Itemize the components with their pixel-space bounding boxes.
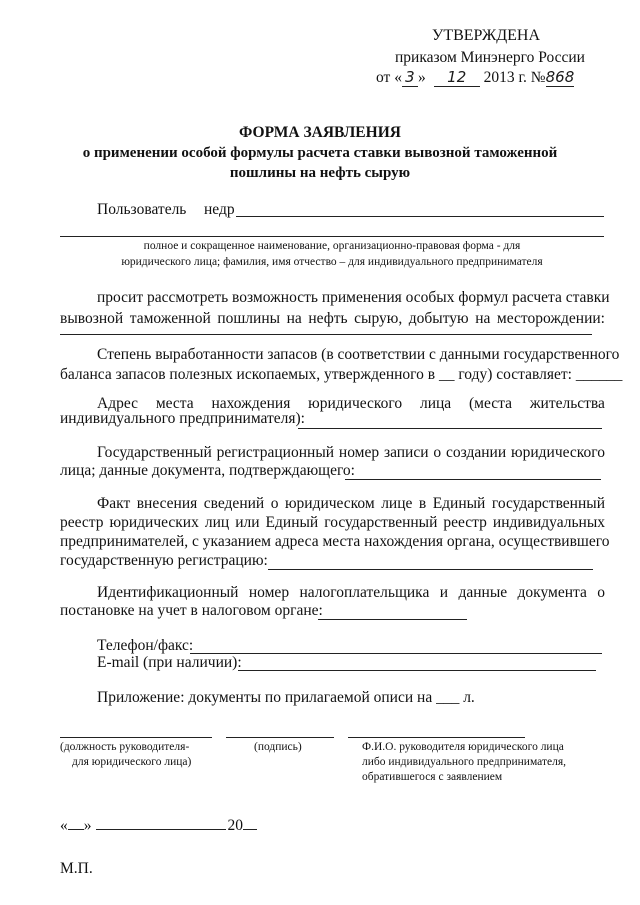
form-title: ФОРМА ЗАЯВЛЕНИЯ <box>239 124 401 141</box>
address-field-line[interactable] <box>298 428 602 429</box>
address-word: места <box>155 395 194 412</box>
request-line2: вывозной таможенной пошлины на нефть сырую, добытую на месторождении: <box>60 310 605 327</box>
user-label-nedr: недр <box>204 201 235 218</box>
name-caption-line3: обратившегося с заявлением <box>362 771 503 783</box>
user-hint-line2: юридического лица; фамилия, имя отчество – для индивидуального предпринимателя <box>121 256 543 268</box>
address-word: Адрес <box>97 395 138 412</box>
address-word: (места <box>469 395 512 412</box>
approval-order-line: приказом Минэнерго России <box>395 49 585 66</box>
name-caption-line1: Ф.И.О. руководителя юридического лица <box>362 741 564 753</box>
approval-year: 2013 г. № <box>483 69 546 86</box>
tax-line1: Идентификационный номер налогоплательщика и данные документа о <box>97 584 605 601</box>
approval-number: 868 <box>545 68 575 86</box>
footer-date <box>60 817 257 835</box>
stamp-label: М.П. <box>60 860 93 877</box>
form-subtitle-line2: пошлины на нефть сырую <box>229 165 411 181</box>
user-hint-line1: полное и сокращенное наименование, организационно-правовая форма - для <box>143 240 521 252</box>
phone-label: Телефон/факс: <box>97 637 194 654</box>
phone-field-line[interactable] <box>190 653 602 654</box>
name-line[interactable] <box>348 737 525 738</box>
approval-month: 12 <box>434 68 480 87</box>
user-name-line-1[interactable] <box>236 216 604 217</box>
footer-date-close: » <box>83 817 92 834</box>
registration-field-line[interactable] <box>345 479 601 480</box>
tax-field-line[interactable] <box>318 619 467 620</box>
registry-line3: предпринимателей, с указанием адреса места нахождения органа, осуществившего <box>60 533 610 550</box>
deposit-line[interactable] <box>60 334 592 335</box>
position-caption-line1: (должность руководителя- <box>60 741 190 753</box>
form-subtitle-line1: о применении особой формулы расчета ставки вывозной таможенной <box>82 145 558 161</box>
footer-year: 20 <box>227 817 243 834</box>
depletion-line1: Степень выработанности запасов (в соответствии с данными государственного <box>97 346 620 363</box>
footer-month-line[interactable] <box>96 829 226 830</box>
address-word: нахождения <box>211 395 291 412</box>
approval-date <box>376 68 574 87</box>
email-field-line[interactable] <box>238 670 596 671</box>
approval-title: УТВЕРЖДЕНА <box>432 27 541 44</box>
position-caption-line2: для юридического лица) <box>72 756 192 768</box>
email-label: E-mail (при наличии): <box>97 654 242 671</box>
position-line[interactable] <box>60 737 212 738</box>
signature-line[interactable] <box>226 737 334 738</box>
registry-field-line[interactable] <box>268 569 593 570</box>
registry-line1: Факт внесения сведений о юридическом лице в Единый государственный <box>97 495 605 512</box>
tax-line2: постановке на учет в налоговом органе: <box>60 602 323 619</box>
user-label: Пользователь <box>97 201 187 218</box>
registration-line1: Государственный регистрационный номер записи о создании юридического <box>97 444 605 461</box>
request-line1: просит рассмотреть возможность применения особых формул расчета ставки <box>97 289 610 306</box>
date-mid: » <box>417 69 426 86</box>
user-name-line-2[interactable] <box>60 236 604 237</box>
address-word: юридического <box>308 395 403 412</box>
name-caption-line2: либо индивидуального предпринимателя, <box>362 756 566 768</box>
registry-line2: реестр юридических лиц или Единый государственный реестр индивидуальных <box>60 514 605 531</box>
date-prefix: от « <box>376 69 402 86</box>
registration-line2: лица; данные документа, подтверждающего: <box>60 462 355 479</box>
address-word: лица <box>419 395 452 412</box>
address-line2: индивидуального предпринимателя): <box>60 410 305 427</box>
attachment-text: Приложение: документы по прилагаемой описи на ___ л. <box>97 689 475 706</box>
depletion-line2: баланса запасов полезных ископаемых, утвержденного в __ году) составляет: ______ <box>60 366 623 383</box>
registry-line4: государственную регистрацию: <box>60 552 268 569</box>
footer-date-open: « <box>60 817 68 834</box>
approval-day: 3 <box>402 68 418 87</box>
address-word: жительства <box>529 395 605 412</box>
signature-caption: (подпись) <box>254 741 302 753</box>
